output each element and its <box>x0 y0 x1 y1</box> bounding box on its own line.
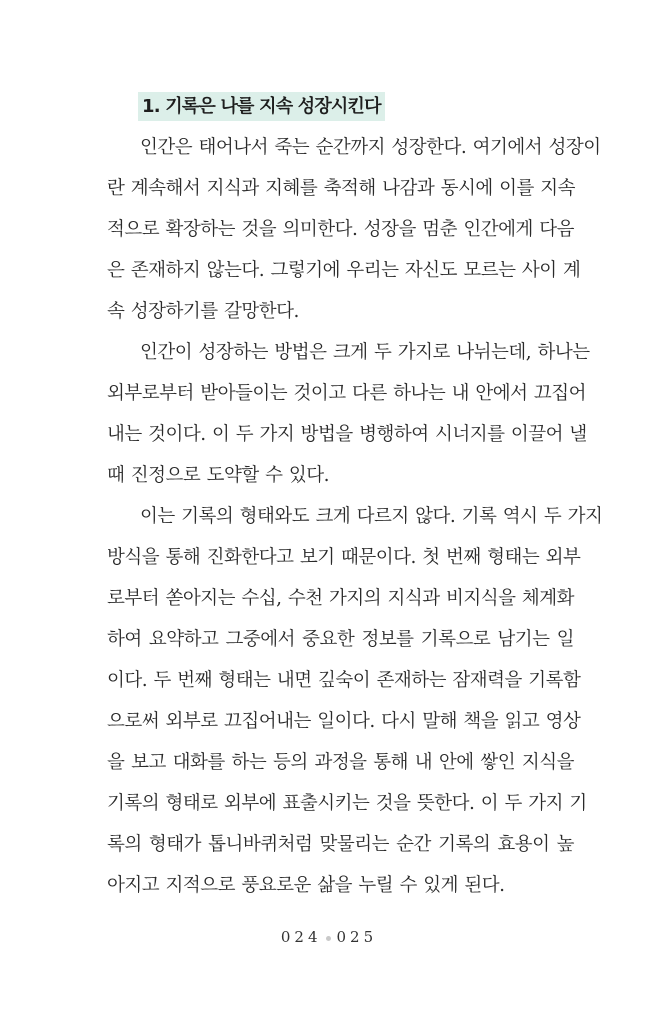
paragraph-line: 을 보고 대화를 하는 등의 과정을 통해 내 안에 쌓인 지식을 <box>107 752 574 773</box>
paragraph-line: 로부터 쏟아지는 수십, 수천 가지의 지식과 비지식을 체계화 <box>107 588 574 609</box>
paragraph-line: 하여 요약하고 그중에서 중요한 정보를 기록으로 남기는 일 <box>107 629 574 650</box>
paragraph-line: 내는 것이다. 이 두 가지 방법을 병행하여 시너지를 이끌어 낼 <box>107 424 587 445</box>
paragraph-line: 인간은 태어나서 죽는 순간까지 성장한다. 여기에서 성장이 <box>140 137 601 158</box>
paragraph-line: 인간이 성장하는 방법은 크게 두 가지로 나뉘는데, 하나는 <box>140 342 590 363</box>
section-heading: 1. 기록은 나를 지속 성장시킨다 <box>138 92 385 121</box>
paragraph-line: 이다. 두 번째 형태는 내면 깊숙이 존재하는 잠재력을 기록함 <box>107 670 581 691</box>
page-number-right: 025 <box>336 928 378 946</box>
paragraph-line: 방식을 통해 진화한다고 보기 때문이다. 첫 번째 형태는 외부 <box>107 547 581 568</box>
paragraph-line: 은 존재하지 않는다. 그렇기에 우리는 자신도 모르는 사이 계 <box>107 260 581 281</box>
paragraph-line: 으로써 외부로 끄집어내는 일이다. 다시 말해 책을 읽고 영상 <box>107 711 581 732</box>
paragraph-line: 속 성장하기를 갈망한다. <box>107 301 299 322</box>
paragraph-line: 때 진정으로 도약할 수 있다. <box>107 465 329 486</box>
paragraph-line: 적으로 확장하는 것을 의미한다. 성장을 멈춘 인간에게 다음 <box>107 219 574 240</box>
paragraph-line: 외부로부터 받아들이는 것이고 다른 하나는 내 안에서 끄집어 <box>107 383 586 404</box>
page-numbers <box>0 928 658 946</box>
paragraph-line: 란 계속해서 지식과 지혜를 축적해 나감과 동시에 이를 지속 <box>107 178 575 199</box>
paragraph-line: 이는 기록의 형태와도 크게 다르지 않다. 기록 역시 두 가지 <box>140 506 603 527</box>
paragraph-line: 록의 형태가 톱니바퀴처럼 맞물리는 순간 기록의 효용이 높 <box>107 834 574 855</box>
page-separator-dot <box>326 936 331 941</box>
paragraph-line: 아지고 지적으로 풍요로운 삶을 누릴 수 있게 된다. <box>107 875 505 896</box>
page-number-left: 024 <box>280 928 322 946</box>
paragraph-line: 기록의 형태로 외부에 표출시키는 것을 뜻한다. 이 두 가지 기 <box>107 793 587 814</box>
